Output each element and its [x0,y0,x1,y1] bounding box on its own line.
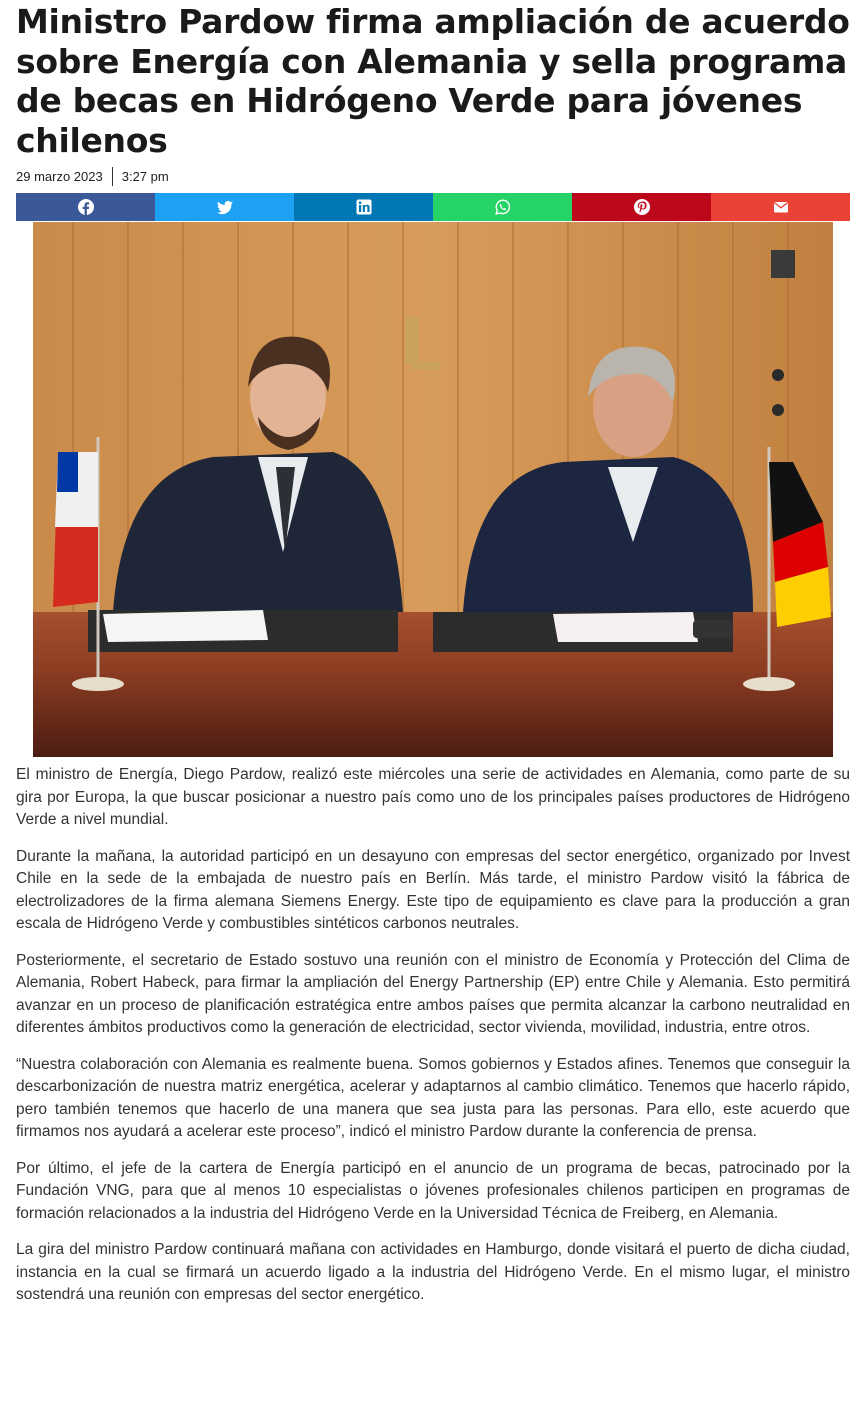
share-linkedin-button[interactable] [294,193,433,221]
share-bar [16,193,850,221]
linkedin-icon [356,199,372,215]
article-photo [33,222,833,757]
article-meta [16,166,850,186]
article-paragraph: La gira del ministro Pardow continuará mañana con actividades en Hamburgo, donde visitará el puerto de dicha ciudad, instancia en la cual se firmará un acuerdo ligado a la industria del Hidrógeno Verde. En el mismo lugar, el ministro sostendrá una reunión con empresas del sector energético. [16,1241,850,1303]
article-paragraph: El ministro de Energía, Diego Pardow, realizó este miércoles una serie de actividades en Alemania, como parte de su gira por Europa, la que buscar posicionar a nuestro país como uno de los principales países productores de Hidrógeno Verde a nivel mundial. [16,766,850,828]
whatsapp-icon [495,199,511,215]
facebook-icon [78,199,94,215]
share-twitter-button[interactable] [155,193,294,221]
article-time: 3:27 pm [121,168,169,184]
share-email-button[interactable] [711,193,850,221]
article-paragraph: Por último, el jefe de la cartera de Energía participó en el anuncio de un programa de becas, patrocinado por la Fundación VNG, para que al menos 10 especialistas o jóvenes profesionales chilenos participen en programas de formación relacionados a la industria del Hidrógeno Verde en la Universidad Técnica de Freiberg, en Alemania. [16,1159,850,1222]
article-body [16,764,850,1321]
share-pinterest-button[interactable] [572,193,711,221]
signing-ceremony-image [33,222,833,757]
email-icon [773,199,789,215]
article-title: Ministro Pardow firma ampliación de acuerdo sobre Energía con Alemania y sella programa de becas en Hidrógeno Verde para jóvenes chilenos [16,2,850,160]
share-facebook-button[interactable] [16,193,155,221]
meta-divider [112,167,113,186]
article-date: 29 marzo 2023 [16,168,103,184]
pinterest-icon [634,199,650,215]
article-paragraph: “Nuestra colaboración con Alemania es realmente buena. Somos gobiernos y Estados afines. Tenemos que conseguir la descarbonización de nuestra matriz energética, acelerar y adaptarnos al cambio climático. Tenemos que hacerlo rápido, pero también tenemos que hacerlo de una manera que sea justa para las personas. Para ello, este acuerdo que firmamos nos ayudará a acelerar este proceso”, indicó el ministro Pardow durante la conferencia de prensa. [16,1055,850,1140]
article-paragraph: Durante la mañana, la autoridad participó en un desayuno con empresas del sector energético, organizado por Invest Chile en la sede de la embajada de nuestro país en Berlín. Más tarde, el ministro Pardow visitó la fábrica de electrolizadores de la firma alemana Siemens Energy. Este tipo de equipamiento es clave para la producción a gran escala de Hidrógeno Verde y combustibles sintéticos carbonos neutrales. [16,847,850,932]
share-whatsapp-button[interactable] [433,193,572,221]
twitter-icon [217,199,233,215]
article-paragraph: Posteriormente, el secretario de Estado sostuvo una reunión con el ministro de Economía y Protección del Clima de Alemania, Robert Habeck, para firmar la ampliación del Energy Partnership (EP) entre Chile y Alemania. Esto permitirá avanzar en un proceso de planificación estratégica entre ambos países que permita alcanzar la carbono neutralidad en diferentes ámbitos productivos como la generación de electricidad, sector vivienda, movilidad, industria, entre otros. [16,951,850,1036]
article-header [16,0,850,221]
